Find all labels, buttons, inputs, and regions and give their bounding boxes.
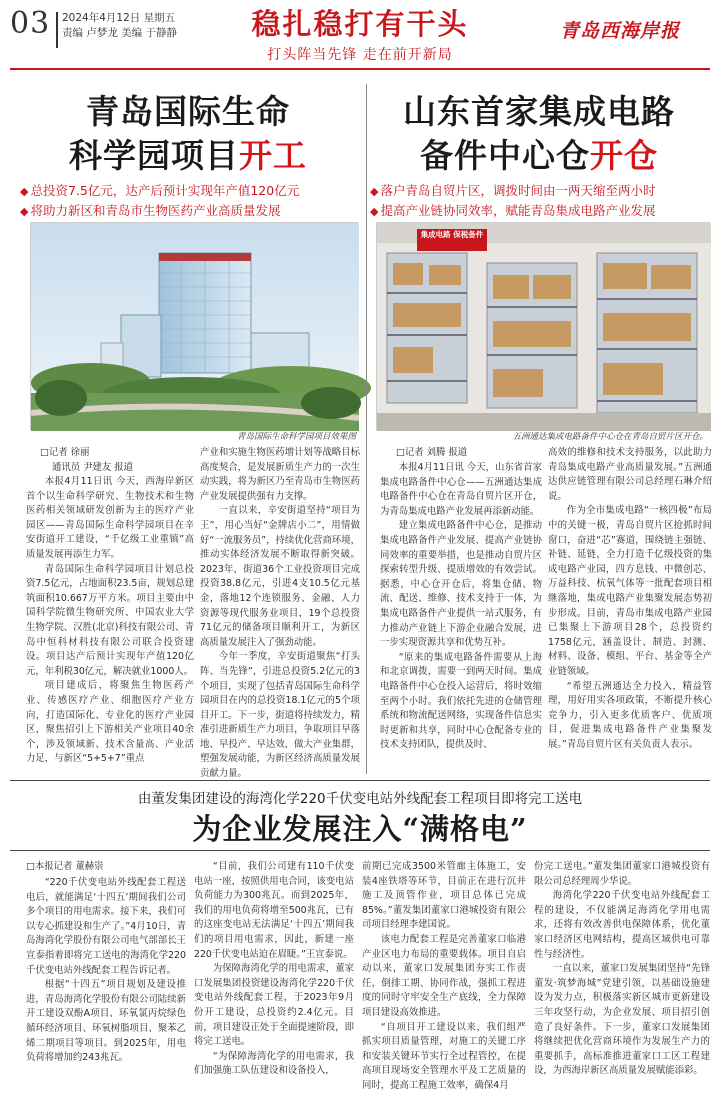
left-headline-highlight: 开工 [239, 136, 307, 175]
left-story-column-1 [26, 475, 194, 770]
left-headline-line1: 青岛国际生命 [86, 92, 290, 131]
paragraph: 前期已完成3500米管廊主体施工，安装4座铁塔等环节，目前正在进行沉井施工及顶管作业，项目总体已完成85%。”董发集团董家口港城投资有限公司项目经理李建国说。 [362, 861, 526, 931]
right-story-photo [376, 222, 710, 430]
page-number: 03 [10, 6, 51, 41]
left-bullet-1: ◆ 总投资7.5亿元，达产后预计实现年产值120亿元 [20, 183, 300, 198]
right-story-bullets [370, 181, 715, 221]
paragraph: 海湾化学220千伏变电站外线配套工程的建设，不仅能满足海湾化学用电需求，还将有效改善供电保障体系，优化董家口经济区电网结构，提高区域供电可靠性与经济性。 [534, 890, 710, 960]
left-headline-line2 [18, 134, 358, 178]
diamond-bullet-icon: ◆ [20, 185, 29, 198]
issue-date: 2024年4月12日 星期五 [62, 12, 176, 24]
right-headline-line2 [368, 134, 710, 178]
building-rendering-image [31, 223, 359, 431]
diamond-bullet-icon: ◆ [370, 185, 379, 198]
left-story-photo [30, 222, 358, 430]
left-byline-reporter: □记者 徐丽 [40, 447, 90, 458]
right-headline-line1: 山东首家集成电路 [403, 92, 675, 131]
paragraph: 今年一季度，辛安街道聚焦“打头阵、当先锋”，引进总投资5.2亿元的3个项目，实现了包括青岛国际生命科学园项目在内的总投资18.1亿元的5个项目开工。下一步，街道将持续发力，精准引进新质生产力项目，争取项目早落地、早投产、早达效，做大产业集群，塑强发展动能，为新区经济高质量发展贡献力量。 [200, 651, 360, 780]
newspaper-logo: 青岛西海岸报 [560, 20, 681, 42]
diamond-bullet-icon: ◆ [20, 205, 29, 218]
paragraph: “自项目开工建设以来，我们组严抓实项目质量管理，对施工的关键工序和安装关键环节实行全过程管控，在提高项目现场安全管理水平及工艺质量的同时，提高工程施工效率，确保4月 [362, 1021, 526, 1091]
right-story-byline: □记者 刘腾 报道 [396, 447, 468, 458]
bottom-story-subhead: 由董发集团建设的海湾化学220千伏变电站外线配套工程项目即将完工送电 [137, 791, 583, 807]
paragraph: “原来的集成电路备件需要从上海和北京调拨，需要一到两天时间。集成电路备件中心仓投入运营后，将时效缩至两个小时。我们依托先进的仓储管理系统和物流配送网络，实现备件信息实时更新和共享，同时中心仓配备专业的技术支持团队，提供及时、 [380, 651, 542, 751]
section-rule [10, 780, 710, 781]
masthead-dateline [62, 11, 177, 41]
bottom-story-column-1 [26, 876, 186, 1086]
bottom-story-column-4 [534, 860, 710, 1086]
paragraph: 项目建成后，将聚焦生物医药产业、传感医疗产业、细胞医疗产业方向，打造国际化、专业化的医疗产业园区，聚焦招引上下游相关产业项目40余个，涉及领域新、技术含量高、产业活力足，与新区“5+5+7”重点 [26, 680, 194, 765]
section-rule [10, 850, 710, 851]
diamond-bullet-icon: ◆ [370, 205, 379, 218]
right-photo-caption: 五洲通达集成电路备件中心仓在青岛自贸片区开仓。 [512, 432, 708, 442]
paragraph: 该电力配套工程是完善董家口临港产业区电力布局的重要载体。项目自启动以来，董家口发展集团夯实工作责任，倒排工期、协同作战，强抓工程进度的同时守牢安全生产底线，全力保障项目建设高效推进。 [362, 933, 526, 1018]
paragraph: 建立集成电路备件中心仓，是推动集成电路备件产业发展、提高产业链协同效率的重要举措，也是推动自贸片区探索转型升级、提质增效的有效尝试。据悉，中心仓开仓后，将集仓储、物流、配送、维修、技术支持于一体，为集成电路备件产业提供一站式服务，有力推动产业链上下游企业融合发展，进一步实现资源共享和优势互补。 [380, 520, 542, 649]
section-subtitle: 打头阵当先锋 走在前开新局 [267, 47, 453, 63]
left-bullet-2: ◆ 将助力新区和青岛市生物医药产业高质量发展 [20, 203, 281, 218]
paragraph: 产业和实施生物医药增计划等战略目标高度契合，是发展新质生产力的一次生动实践，将为新区乃至青岛市生物医药产业发展提供强有力支撑。 [200, 447, 360, 502]
paragraph: 一直以来，董家口发展集团坚持“先锋董发·筑梦海城”党建引领，以基础设施建设为发力点，积极落实新区城市更新建设三年攻坚行动，为企业发展、项目招引创造了良好条件。下一步，董家口发展集团将继续把优化营商环境作为发展生产力的重要抓手，高标准推进董家口工区工程建设，为西海岸新区高质量发展赋能添彩。 [534, 963, 710, 1077]
left-headline-line2-main: 科学园项目 [69, 136, 239, 175]
paragraph: 高效的维修和技术支持服务，以此助力青岛集成电路产业高质量发展。”五洲通达供应链管理有限公司总经理石琳介绍说。 [548, 447, 712, 502]
section-title: 稳扎稳打有干头 [251, 7, 469, 41]
right-bullet-2: ◆ 提高产业链协同效率，赋能青岛集成电路产业发展 [370, 203, 656, 218]
right-bullet-1: ◆ 落户青岛自贸片区，调拨时间由一两天缩至两小时 [370, 183, 656, 198]
left-byline-correspondent: 通讯员 尹建友 报道 [52, 461, 133, 473]
paragraph: 青岛国际生命科学园项目计划总投资7.5亿元，占地面积23.5亩，规划总建筑面积10.667万平方米。项目主要由中国科学院微生物研究所、中国农业大学生物学院、汉胜(北京)科技有限公司、青岛中恒科材科技有限公司联合投资建设。项目达产后预计实现年产值120亿元，年利税30亿元，解决就业1000人。 [26, 563, 194, 677]
bottom-story-column-3 [362, 860, 526, 1091]
right-story-headline [368, 90, 710, 178]
bottom-story-headline: 为企业发展注入“满格电” [192, 812, 528, 846]
paragraph: “为保障海湾化学的用电需求，我们加强施工队伍建设和设备投入， [194, 1050, 354, 1077]
right-headline-line2-main: 备件中心仓 [420, 136, 590, 175]
left-photo-caption: 青岛国际生命科学园项目效果图 [236, 432, 356, 442]
left-story-headline [18, 90, 358, 178]
left-story-byline [26, 446, 196, 475]
paragraph: 本报4月11日讯 今天，山东省首家集成电路备件中心仓——五洲通达集成电路备件中心仓在青岛自贸片区开仓，为青岛集成电路产业发展再添新动能。 [380, 462, 542, 517]
right-story-column-1 [380, 461, 542, 771]
paragraph: 份完工送电。”董发集团董家口港城投资有限公司总经理周少华说。 [534, 861, 710, 887]
bottom-story-column-2 [194, 860, 354, 1086]
right-headline-highlight: 开仓 [590, 136, 658, 175]
warehouse-shelves-image [377, 223, 711, 431]
paragraph: “希望五洲通达全力投入，精益管理，用好用实各项政策，不断提升核心竞争力，引入更多优质客户、优质项目，促进集成电路备件产业集聚发展。”青岛自贸片区有关负责人表示。 [548, 680, 712, 750]
paragraph: “目前，我们公司建有110千伏变电站一座，按照供用电合同，该变电站负荷能力为300兆瓦。而到2025年，我们的用电负荷将增至500兆瓦，已有的这座变电站无法满足‘十四五’期间我们的项目用电需求，因此，新建一座220千伏变电站迫在眉睫。”王宣泰说。 [194, 861, 354, 960]
paragraph: 根据“十四五”项目规划及建设推进，青岛海湾化学股份有限公司陆续新开工建设双酚A项目、环氧氯丙烷绿色循环经济项目、环氧树脂项目、聚苯乙烯二期项目等项目。到2025年，用电负荷将增加约243兆瓦。 [26, 979, 186, 1064]
left-story-bullets [20, 181, 370, 221]
warehouse-sign: 集成电路 保税备件 [420, 230, 484, 239]
left-story-column-2 [200, 446, 360, 780]
masthead-rule [10, 68, 710, 70]
editors-line: 责编 卢梦龙 美编 于静静 [62, 27, 178, 39]
bottom-story-byline: □本报记者 董赫崇 [26, 861, 104, 872]
paragraph: 一直以来，辛安街道坚持“项目为王”，用心当好“金牌店小二”，用情做好“一流服务员”，持续优化营商环境，推动实体经济发展不断取得新突破。2023年，街道36个工业投资项目完成投资38.8亿元，引进4支10.5亿元基金，落地12个连锁服务、金融、人力资源等现代服务业项目，19个总投资71亿元的储备项目顺利开工，为新区高质量发展注入了强劲动能。 [200, 505, 360, 648]
column-divider [366, 84, 367, 774]
paragraph: 本报4月11日讯 今天，西海岸新区首个以生命科学研究、生物技术和生物医药相关领域研发创新为主的医疗产业园区——青岛国际生命科学园项目在辛安街道开工建设，“千亿级工业重镇”高质量发展再添生力军。 [26, 476, 194, 560]
paragraph: “220千伏变电站外线配套工程送电后，就能满足‘十四五’期间我们公司多个项目的用电需求。接下来，我们可以专心抓建设和生产了。”4月10日，青岛海湾化学股份有限公司电气部部长王宣泰指着即将完工送电的海湾化学220千伏变电站外线配套工程告诉记者。 [26, 877, 186, 976]
right-story-column-2 [548, 446, 712, 770]
paragraph: 为保障海湾化学的用电需求，董家口发展集团投资建设海湾化学220千伏变电站外线配套工程，于2023年9月份开工建设，总投资约2.4亿元。目前，项目建设正处于全面提速阶段，即将完工送电。 [194, 963, 354, 1048]
paragraph: 作为全市集成电路“一核四极”布局中的关键一极，青岛自贸片区抢抓时间窗口，奋进“芯”赛道，围绕链主强链、补链、延链，全力打造千亿级投资的集成电路产业园，四方息钱、中微创芯、万益科技、杭氧气体等一批配套项目相继落地，集成电路产业集聚发展态势初步形成。目前，青岛市集成电路产业园已集聚上下游项目28个，总投资约1758亿元，涵盖设计、制造、封测、材料、设备、模组、平台、基金等全产业链领域。 [548, 505, 712, 677]
masthead-divider [56, 12, 58, 48]
